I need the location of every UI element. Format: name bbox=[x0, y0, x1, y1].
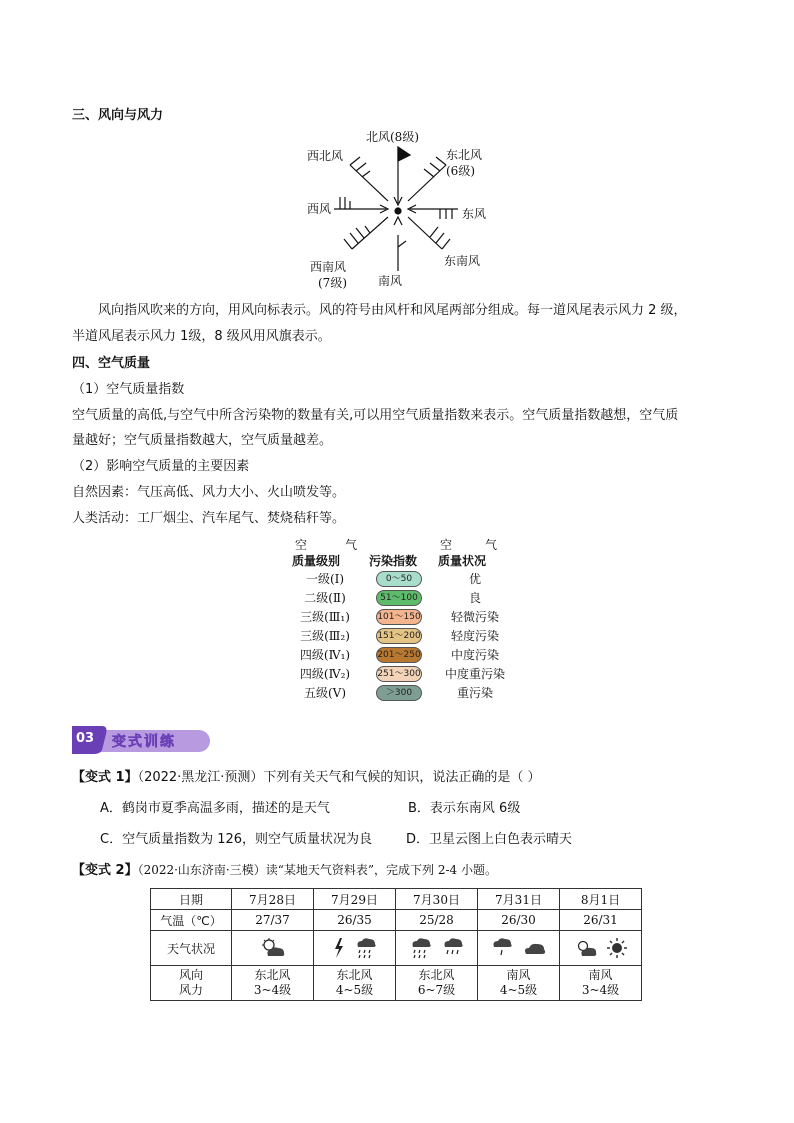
heavy-rain-icon bbox=[410, 937, 432, 959]
aq-level: 一级(Ⅰ) bbox=[305, 572, 345, 586]
aq-index-pill: 201～250 bbox=[376, 647, 422, 663]
aq-table-row bbox=[290, 608, 520, 627]
aq-table-row bbox=[290, 589, 520, 608]
aq-level: 五级(Ⅴ) bbox=[303, 686, 347, 700]
row-label-weather: 天气状况 bbox=[151, 931, 232, 966]
cloudy-icon bbox=[523, 940, 547, 956]
row-label-wind-force: 风力 bbox=[178, 983, 203, 997]
aq-status: 优 bbox=[468, 572, 481, 586]
section4-sub1: （1）空气质量指数 bbox=[72, 382, 185, 397]
q1-option-d[interactable]: D．卫星云图上白色表示晴天 bbox=[406, 832, 573, 847]
row-label-wind-direction: 风向 bbox=[178, 968, 203, 982]
south-arrow bbox=[394, 217, 402, 225]
aq-index-pill: 101～150 bbox=[376, 609, 422, 625]
aq-status: 良 bbox=[468, 591, 481, 605]
weather-cell bbox=[314, 931, 396, 966]
weather-table bbox=[150, 888, 642, 1001]
wind-cell bbox=[478, 966, 560, 1001]
badge-number: 03 bbox=[76, 731, 95, 746]
aq-head-left-1: 空 bbox=[295, 538, 308, 552]
aq-col-index-header: 污染指数 bbox=[369, 554, 418, 568]
moderate-rain-icon bbox=[442, 937, 464, 959]
southeast-wind-shaft bbox=[408, 217, 442, 249]
q1-option-b[interactable]: B．表示东南风 6级 bbox=[408, 801, 521, 816]
weather-cell bbox=[232, 931, 314, 966]
row-label-date: 日期 bbox=[151, 889, 232, 910]
q1-line bbox=[72, 766, 541, 785]
sun-icon bbox=[607, 938, 627, 958]
wind-direction: 南风 bbox=[506, 968, 531, 982]
north-wind-flag bbox=[398, 147, 410, 161]
label-northeast: 东北风 bbox=[446, 148, 483, 162]
human-factors: 人类活动：工厂烟尘、汽车尾气、焚烧秸秆等。 bbox=[72, 511, 346, 526]
aq-head-left-2: 气 bbox=[345, 538, 358, 552]
temp-cell: 27/37 bbox=[232, 910, 314, 931]
aq-level: 二级(Ⅱ) bbox=[304, 591, 346, 605]
wind-force: 4~5级 bbox=[335, 983, 374, 997]
section4-p1-line2: 量越好；空气质量指数越大，空气质量越差。 bbox=[72, 433, 333, 448]
label-north: 北风(8级) bbox=[366, 130, 419, 144]
aq-col-level-header: 质量级别 bbox=[292, 554, 341, 568]
wind-cell bbox=[314, 966, 396, 1001]
temp-cell: 26/30 bbox=[478, 910, 560, 931]
aq-index-pill: ＞300 bbox=[376, 685, 422, 701]
label-south: 南风 bbox=[378, 274, 403, 288]
q2-line bbox=[72, 859, 497, 878]
weather-row-temp bbox=[151, 910, 642, 931]
date-cell: 7月28日 bbox=[232, 889, 314, 910]
wind-direction: 东北风 bbox=[254, 968, 291, 982]
label-southwest: 西南风 bbox=[310, 260, 347, 274]
aq-col-status-header: 质量状况 bbox=[438, 554, 487, 568]
thunder-icon bbox=[333, 938, 345, 958]
wind-direction: 南风 bbox=[588, 968, 613, 982]
wind-cell bbox=[396, 966, 478, 1001]
aq-head-right-2: 气 bbox=[485, 538, 498, 552]
label-northeast-level: (6级) bbox=[446, 164, 475, 178]
aq-status: 轻微污染 bbox=[450, 610, 499, 624]
south-wind-barb bbox=[398, 241, 406, 247]
q2-stem: （2022·山东济南·三模）读“某地天气资料表”，完成下列 2-4 小题。 bbox=[137, 863, 497, 877]
wind-cell bbox=[232, 966, 314, 1001]
date-cell: 7月31日 bbox=[478, 889, 560, 910]
aq-index-pill: 251～300 bbox=[376, 666, 422, 682]
weather-cell bbox=[478, 931, 560, 966]
badge-text: 变式训练 bbox=[112, 734, 176, 750]
temp-cell: 26/31 bbox=[560, 910, 642, 931]
section4-p1-line1: 空气质量的高低,与空气中所含污染物的数量有关,可以用空气质量指数来表示。空气质量指数越想，空气质 bbox=[72, 408, 679, 423]
section3-paragraph-line2: 半道风尾表示风力 1级，8 级风用风旗表示。 bbox=[72, 329, 331, 344]
sun-cloud-icon bbox=[575, 939, 597, 957]
aq-head-right-1: 空 bbox=[440, 538, 453, 552]
aq-table-row bbox=[290, 646, 520, 665]
wind-force: 3~4级 bbox=[253, 983, 292, 997]
aq-index-pill: 0～50 bbox=[376, 571, 422, 587]
weather-row-conditions bbox=[151, 931, 642, 966]
section3-title: 三、风向与风力 bbox=[72, 108, 164, 123]
northeast-wind-shaft bbox=[408, 165, 446, 201]
section4-title: 四、空气质量 bbox=[72, 356, 151, 371]
wind-force: 6~7级 bbox=[417, 983, 456, 997]
light-rain-icon bbox=[491, 937, 513, 959]
aq-status: 重污染 bbox=[456, 686, 493, 700]
sun-cloud-icon bbox=[260, 938, 286, 958]
aq-table-row bbox=[290, 627, 520, 646]
weather-row-wind bbox=[151, 966, 642, 1001]
aq-level: 四级(Ⅳ₂) bbox=[299, 667, 351, 681]
weather-cell bbox=[560, 931, 642, 966]
aq-table-row bbox=[290, 684, 520, 703]
q1-stem: （2022·黑龙江·预测）下列有关天气和气候的知识，说法正确的是（ ） bbox=[137, 770, 541, 785]
q1-option-c[interactable]: C．空气质量指数为 126，则空气质量状况为良 bbox=[100, 832, 373, 847]
label-east: 东风 bbox=[462, 207, 487, 221]
station-center bbox=[395, 208, 401, 214]
date-cell: 8月1日 bbox=[560, 889, 642, 910]
wind-direction: 东北风 bbox=[418, 968, 455, 982]
aq-level: 四级(Ⅳ₁) bbox=[299, 648, 351, 662]
section3-paragraph-line1: 风向指风吹来的方向，用风向标表示。风的符号由风杆和风尾两部分组成。每一道风尾表示风力 2 级， bbox=[98, 303, 687, 318]
weather-cell bbox=[396, 931, 478, 966]
aq-status: 中度污染 bbox=[450, 648, 499, 662]
aq-table-row bbox=[290, 665, 520, 684]
aq-table-row bbox=[290, 570, 520, 589]
temp-cell: 26/35 bbox=[314, 910, 396, 931]
q1-option-a[interactable]: A．鹤岗市夏季高温多雨，描述的是天气 bbox=[100, 801, 330, 816]
aq-index-pill: 151～200 bbox=[376, 628, 422, 644]
aq-level: 三级(Ⅲ₁) bbox=[300, 610, 350, 624]
label-southeast: 东南风 bbox=[444, 254, 481, 268]
natural-factors: 自然因素：气压高低、风力大小、火山喷发等。 bbox=[72, 485, 346, 500]
wind-force: 4~5级 bbox=[499, 983, 538, 997]
temp-cell: 25/28 bbox=[396, 910, 478, 931]
q1-tag: 【变式 1】 bbox=[72, 770, 138, 785]
heavy-rain-icon bbox=[355, 937, 377, 959]
wind-cell bbox=[560, 966, 642, 1001]
aq-index-pill: 51～100 bbox=[376, 590, 422, 606]
section4-sub2: （2）影响空气质量的主要因素 bbox=[72, 459, 250, 474]
weather-row-date bbox=[151, 889, 642, 910]
row-label-wind bbox=[151, 966, 232, 1001]
q2-tag: 【变式 2】 bbox=[72, 863, 138, 878]
label-southwest-level: (7级) bbox=[318, 276, 347, 290]
aq-level: 三级(Ⅲ₂) bbox=[300, 629, 350, 643]
wind-force: 3~4级 bbox=[581, 983, 620, 997]
aq-status: 中度重污染 bbox=[444, 667, 505, 681]
northwest-wind-shaft bbox=[350, 165, 388, 201]
date-cell: 7月30日 bbox=[396, 889, 478, 910]
row-label-temp: 气温（℃） bbox=[151, 910, 232, 931]
label-northwest: 西北风 bbox=[307, 149, 344, 163]
aq-status: 轻度污染 bbox=[450, 629, 499, 643]
label-west: 西风 bbox=[307, 202, 332, 216]
wind-direction: 东北风 bbox=[336, 968, 373, 982]
date-cell: 7月29日 bbox=[314, 889, 396, 910]
